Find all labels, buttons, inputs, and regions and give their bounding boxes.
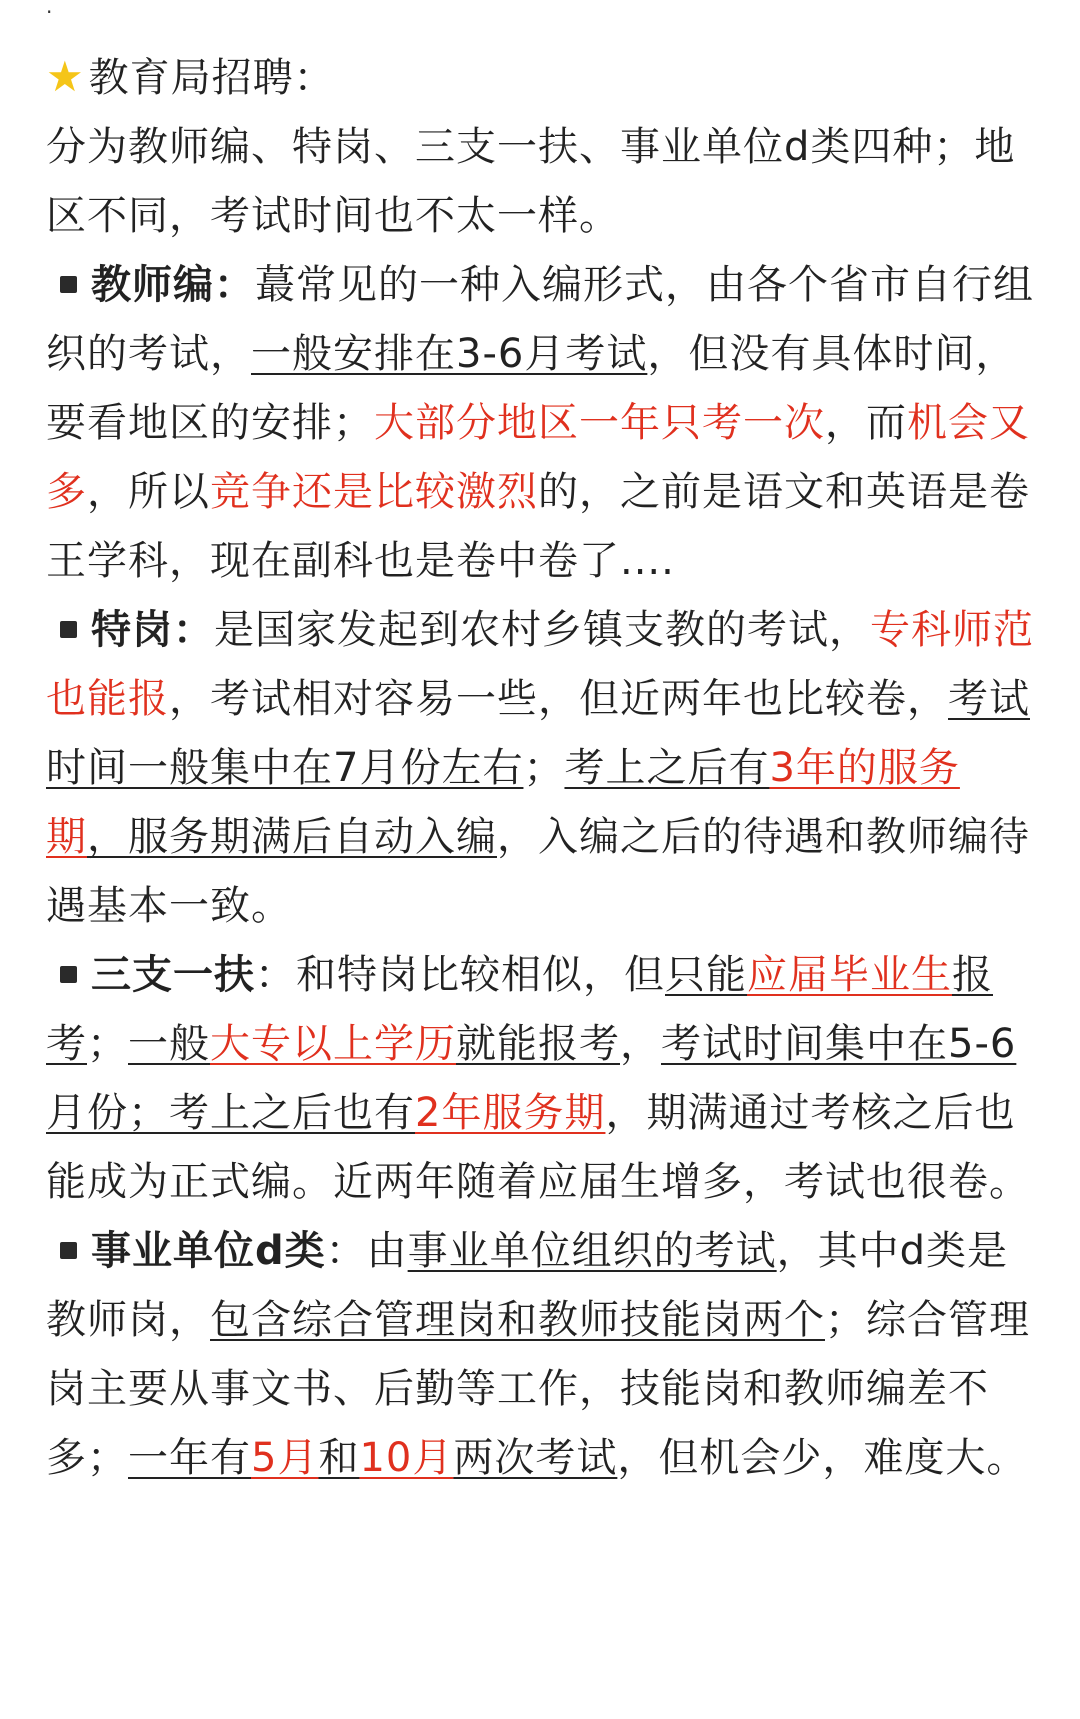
section-heading: 三支一扶 [91, 952, 255, 998]
text: 蕞常见的一种入编形式，由各个省市自行组织的考试， [46, 262, 1034, 377]
text: ，期满通过考核之后也能成为正式编。近两年随着应届生增多，考试也很卷。 [46, 1090, 1030, 1205]
underlined-highlight-text: 应届毕业生 [747, 952, 952, 998]
underlined-highlight-text: 大专以上学历 [210, 1021, 456, 1067]
section-heading: 教师编： [91, 262, 255, 308]
underlined-text: ，服务期满后自动入编 [87, 814, 497, 860]
text: ，但机会少，难度大。 [617, 1435, 1028, 1481]
top-dot: · [46, 0, 53, 24]
underlined-highlight-text: 3年的服务期 [46, 745, 960, 860]
title-line [46, 42, 1034, 113]
text: ：由 [325, 1228, 408, 1274]
underlined-text: 一般安排在3-6月考试 [251, 331, 648, 377]
underlined-text: 只能 [665, 952, 747, 998]
star-icon: ★ [46, 52, 85, 101]
underlined-highlight-text: 5月 [251, 1435, 319, 1481]
section-sanzhi [46, 941, 1034, 1217]
underlined-text: 事业单位组织的考试 [407, 1228, 777, 1274]
underlined-text: 包含综合管理岗和教师技能岗两个 [210, 1297, 825, 1343]
underlined-highlight-text: 2年服务期 [415, 1090, 606, 1136]
underlined-text: 考试时间一般集中在7月份左右 [46, 676, 1030, 791]
section-shiye [46, 1217, 1034, 1493]
text: ，但没有具体时间，要看地区的安排； [46, 331, 1017, 446]
page-title: 教育局招聘： [88, 55, 335, 101]
text: ，其中d类是教师岗， [46, 1228, 1009, 1343]
underlined-text: 考试时间集中在5-6月份；考上之后也有 [46, 1021, 1017, 1136]
text: ，入编之后的待遇和教师编待遇基本一致。 [46, 814, 1030, 929]
text: ； [523, 745, 565, 791]
section-tegang [46, 596, 1034, 941]
text: ，所以 [87, 469, 210, 515]
section-heading: 事业单位d类 [91, 1228, 326, 1274]
underlined-text: 就能报考 [456, 1021, 620, 1067]
text: 是国家发起到农村乡镇支教的考试， [214, 607, 870, 653]
text: ， [620, 1021, 661, 1067]
underlined-text: 和 [318, 1435, 360, 1481]
section-teacher [46, 251, 1034, 596]
square-bullet-icon [60, 276, 77, 293]
text: ，考试相对容易一些，但近两年也比较卷， [169, 676, 948, 722]
document-body [46, 42, 1034, 1493]
square-bullet-icon [60, 1242, 77, 1259]
highlight-text: 竞争还是比较激烈 [210, 469, 538, 515]
highlight-text: 机会又多 [46, 400, 1030, 515]
underlined-text: 一年有 [128, 1435, 251, 1481]
highlight-text: 专科师范也能报 [46, 607, 1034, 722]
text: ，而 [825, 400, 907, 446]
highlight-text: 大部分地区一年只考一次 [374, 400, 825, 446]
underlined-highlight-text: 10月 [359, 1435, 454, 1481]
text: 的，之前是语文和英语是卷王学科，现在副科也是卷中卷了.... [46, 469, 1030, 584]
text: ：和特岗比较相似，但 [255, 952, 665, 998]
underlined-text: 考上之后有 [564, 745, 770, 791]
underlined-text: 报考 [46, 952, 993, 1067]
section-heading: 特岗： [91, 607, 214, 653]
text: ；综合管理岗主要从事文书、后勤等工作，技能岗和教师编差不多； [46, 1297, 1030, 1481]
intro-text: 分为教师编、特岗、三支一扶、事业单位d类四种；地区不同，考试时间也不太一样。 [46, 124, 1016, 239]
square-bullet-icon [60, 966, 77, 983]
square-bullet-icon [60, 621, 77, 638]
underlined-text: 一般 [128, 1021, 210, 1067]
intro-paragraph [46, 113, 1034, 251]
underlined-text: 两次考试 [453, 1435, 618, 1481]
text: ； [87, 1021, 128, 1067]
